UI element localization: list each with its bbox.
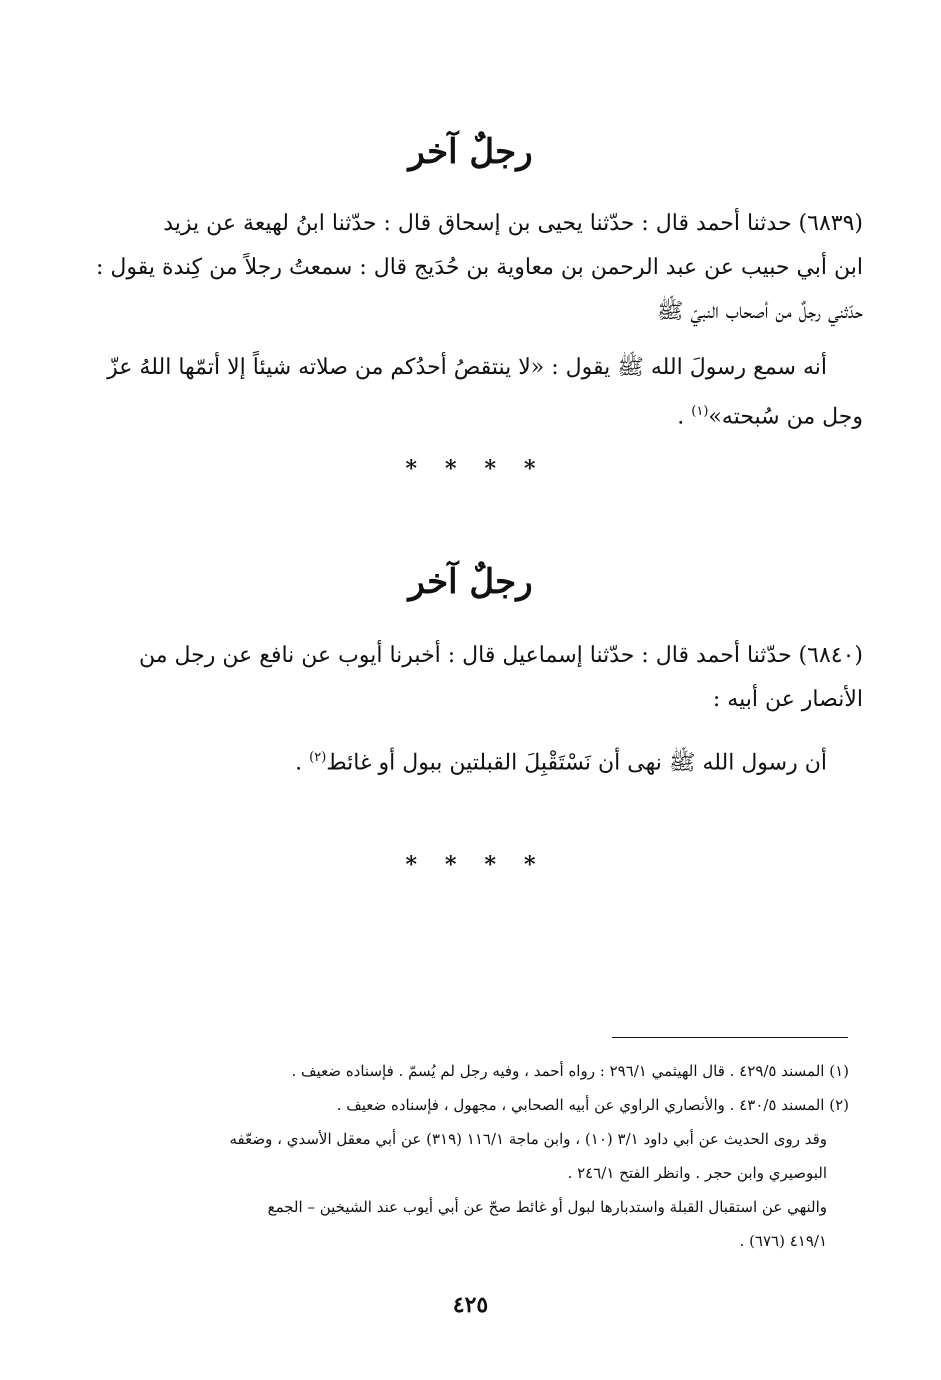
text-fragment: .: [295, 750, 310, 776]
text-fragment: .: [677, 404, 692, 430]
footnote-ref: (٢): [309, 750, 327, 765]
section-heading: رجلٌ آخر: [408, 132, 533, 172]
hadith-isnad-6839: [95, 202, 863, 334]
footnote-separator: [612, 1037, 848, 1038]
star: *: [444, 852, 457, 878]
hadith-matn-6839: [95, 346, 863, 439]
text-line: (٦٨٤٠) حدّثنا أحمد قال : حدّثنا إسماعيل قال : أخبرنا أيوب عن نافع عن رجل من: [138, 643, 863, 668]
star: *: [444, 456, 457, 482]
footnote-line: البوصيري وابن حجر . وانظر الفتح ٢٤٦/١ .: [567, 1164, 827, 1182]
section-divider-stars: [0, 852, 941, 878]
text-line: الأنصار عن أبيه :: [712, 687, 863, 712]
star: *: [484, 456, 497, 482]
page-number: ٤٢٥: [452, 1292, 489, 1318]
text-line: [95, 736, 863, 785]
text-fragment: وجل من سُبحته»: [708, 404, 863, 430]
footnote-line: والنهي عن استقبال القبلة واستدبارها لبول أو غائط صحّ عن أبي أيوب عند الشيخين – الجمع: [267, 1198, 827, 1216]
star: *: [484, 852, 497, 878]
text-line: [95, 390, 863, 439]
star: *: [524, 456, 536, 482]
footnotes: [82, 1054, 849, 1258]
text-fragment: أن رسول الله ﷺ نهى أن نَسْتَقْبِلَ القبلتين ببول أو غائط: [326, 750, 827, 776]
footnote-line: (٢) المسند ٤٣٠/٥ . والأنصاري الراوي عن أبيه الصحابي ، مجهول ، فإسناده ضعيف .: [336, 1096, 849, 1114]
star: *: [405, 456, 417, 482]
footnote-line: (١) المسند ٤٢٩/٥ . قال الهيثمي ٢٩٦/١ : رواه أحمد ، وفيه رجل لم يُسمّ . فإسناده ضعيف .: [291, 1062, 849, 1080]
section-heading: رجلٌ آخر: [408, 562, 533, 602]
star: *: [405, 852, 417, 878]
star: *: [524, 852, 536, 878]
hadith-isnad-6840: [95, 634, 863, 722]
text-line: ابن أبي حبيب عن عبد الرحمن بن معاوية بن حُدَيج قال : سمعتُ رجلاً من كِندة يقول :: [95, 255, 863, 280]
hadith-matn-6840: [95, 736, 863, 785]
text-line: أنه سمع رسولَ الله ﷺ يقول : «لا ينتقصُ أحدُكم من صلاته شيئاً إلا أتمّها اللهُ عزّ: [107, 355, 827, 380]
text-line: حدّثني رجلٌ من أصحاب النبيّ ﷺ: [656, 299, 863, 324]
footnote-line: ٤١٩/١ (٦٧٦) .: [739, 1232, 827, 1250]
section-divider-stars: [0, 456, 941, 482]
footnote-line: وقد روى الحديث عن أبي داود ٣/١ (١٠) ، وابن ماجة ١١٦/١ (٣١٩) عن أبي معقل الأسدي ، وضعّفه: [229, 1130, 827, 1148]
footnote-ref: (١): [691, 404, 709, 419]
text-line: (٦٨٣٩) حدثنا أحمد قال : حدّثنا يحيى بن إسحاق قال : حدّثنا ابنُ لهيعة عن يزيد: [163, 211, 863, 236]
